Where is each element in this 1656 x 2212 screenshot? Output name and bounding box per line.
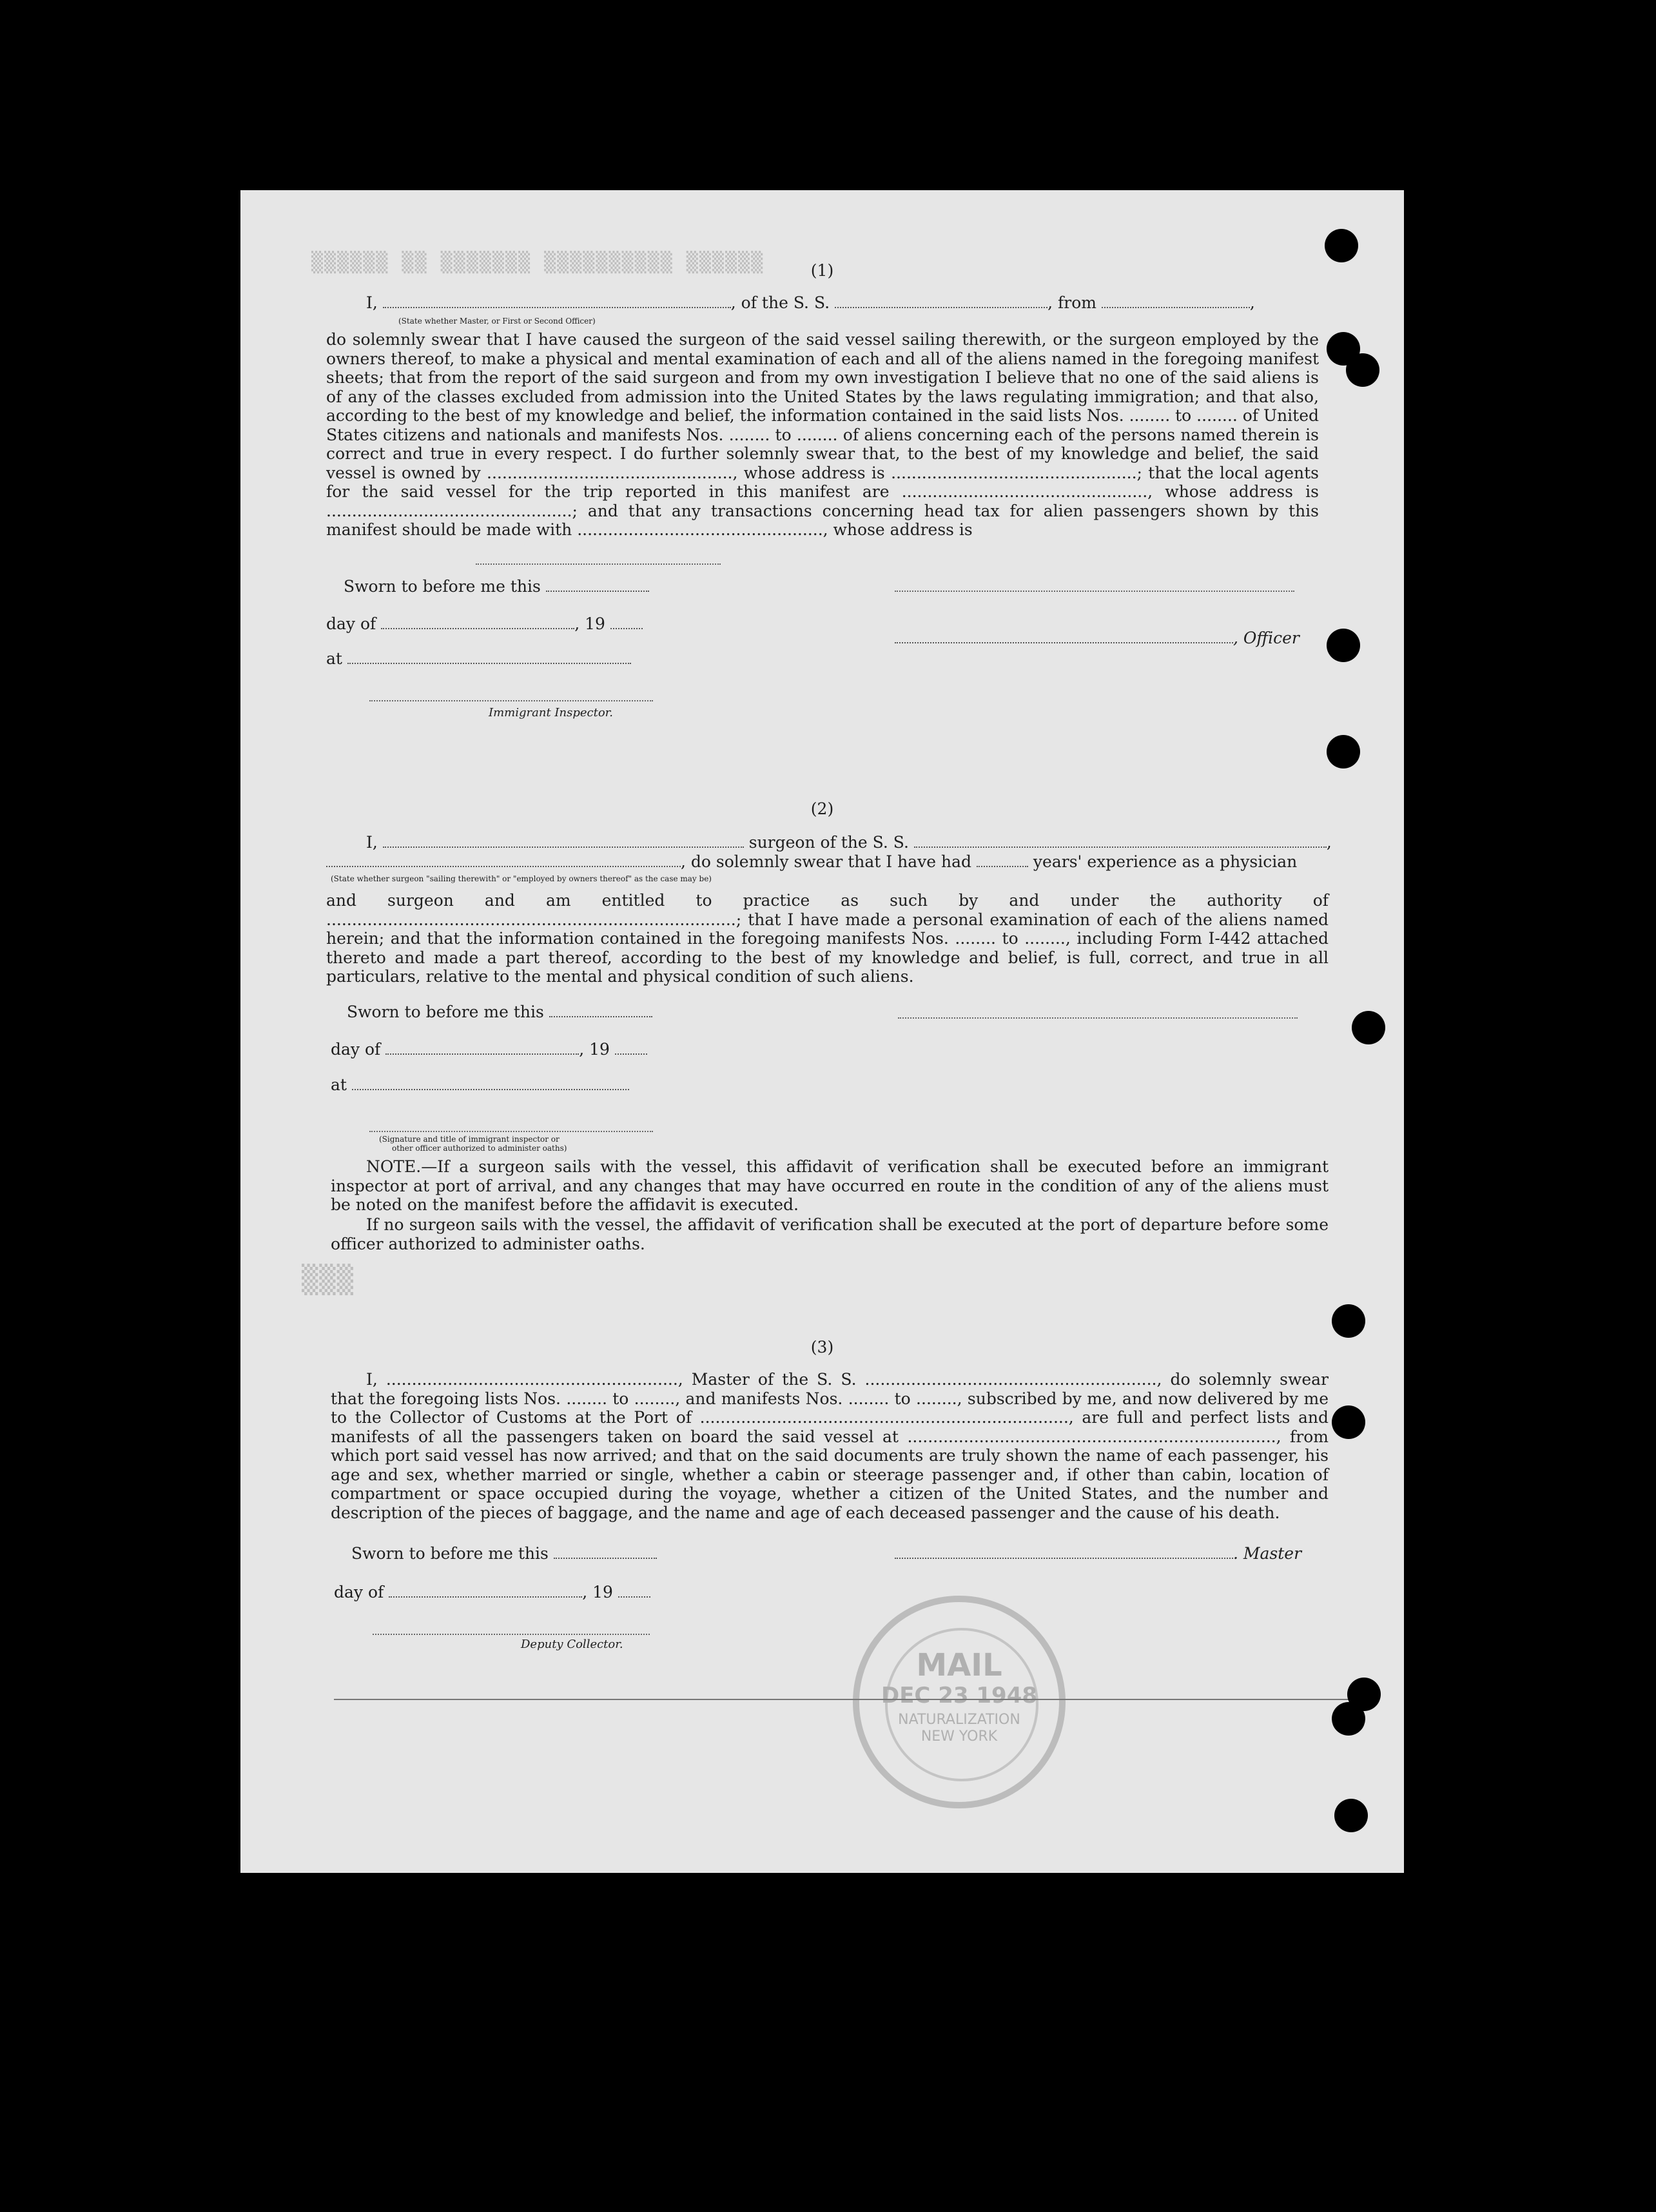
stamp-city-text: NEW YORK: [921, 1728, 998, 1745]
binder-hole: [1346, 353, 1379, 387]
label-years: years' experience as a physician: [1033, 852, 1298, 871]
stamp-agency-text: NATURALIZATION: [898, 1712, 1020, 1728]
label-19: , 19: [579, 1040, 610, 1059]
label-19: , 19: [582, 1583, 613, 1601]
sworn-day-field[interactable]: [546, 590, 649, 592]
day-month-field[interactable]: [389, 1596, 582, 1598]
year-field[interactable]: [618, 1596, 650, 1598]
collector-signature-line[interactable]: [373, 1633, 650, 1635]
vessel-name-field[interactable]: [835, 306, 1047, 308]
label-master: . Master: [1233, 1544, 1302, 1563]
section-2-day-line: [331, 1040, 647, 1059]
binder-hole: [1334, 1799, 1368, 1832]
officer-title-field[interactable]: [895, 641, 1233, 643]
section-2-number: (2): [810, 799, 834, 818]
inspector-signature-line[interactable]: [369, 700, 653, 701]
sworn-day-field[interactable]: [549, 1015, 652, 1017]
section-2-at-line: [331, 1075, 629, 1095]
officer-label-line: [895, 629, 1300, 648]
section-2-note-1: NOTE.—If a surgeon sails with the vessel, this affidavit of verification shall be executed before an immigrant inspector at port of arrival, and any changes that may have occurred en route in the condition of any of the aliens must be noted on the manifest before the affidavit is executed.: [331, 1157, 1329, 1214]
vessel-name-field[interactable]: [914, 846, 1327, 848]
surgeon-name-field[interactable]: [383, 846, 744, 848]
deputy-collector-caption: Deputy Collector.: [521, 1638, 623, 1651]
label-swear: , do solemnly swear that I have had: [681, 852, 972, 871]
officer-name-field[interactable]: [383, 306, 731, 308]
day-month-field[interactable]: [385, 1053, 579, 1055]
label-of-ss: , of the S. S.: [730, 293, 830, 312]
year-field[interactable]: [615, 1053, 647, 1055]
signature-caption-2: other officer authorized to administer oaths): [392, 1144, 567, 1153]
master-signature-field[interactable]: [895, 1557, 1233, 1559]
administering-officer-signature-line[interactable]: [369, 1130, 653, 1132]
label-day-of: day of: [334, 1583, 384, 1601]
label-from: , from: [1047, 293, 1096, 312]
surgeon-signature-line[interactable]: [898, 1017, 1298, 1019]
label-at: at: [326, 649, 342, 668]
label-surgeon-of-ss: surgeon of the S. S.: [748, 833, 909, 852]
section-3-body: I, ........................................................., Master of the S. S. ........................................................., do solemnly swear that the foregoing lists Nos. ........ to ........, and manifests Nos. ........ to ........, subscribed by me, and now delivered by me to the Collector of Customs at the Port of ........................................................................, are full and perfect lists and manifests of all the passengers taken on board the said vessel at ........................................................................, from which port said vessel has now arrived; and that on the said documents are truly shown the name of each passenger, his age and sex, whether married or single, whether a cabin or steerage passenger and, if other than cabin, location of compartment or space occupied during the voyage, whether a citizen of the United States, and the number and description of the pieces of baggage, and the name and age of each deceased passenger and the cause of his death.: [331, 1370, 1329, 1522]
binder-hole: [1332, 1702, 1365, 1736]
section-3-day-line: [334, 1583, 650, 1602]
section-1-header-line: I, , of the S. S. , from ,: [366, 293, 1255, 312]
label-i: I,: [366, 293, 378, 312]
binder-hole: [1327, 735, 1360, 768]
section-2-sworn-line: [347, 1003, 652, 1022]
binder-hole: [1332, 1405, 1365, 1439]
label-at: at: [331, 1075, 347, 1094]
officer-signature-line[interactable]: [895, 590, 1294, 592]
binder-hole: [1352, 1011, 1385, 1044]
section-1-divider: [476, 563, 721, 565]
immigrant-inspector-caption: Immigrant Inspector.: [489, 706, 614, 719]
label-19: , 19: [574, 614, 605, 633]
section-1-body: do solemnly swear that I have caused the surgeon of the said vessel sailing therewith, or the surgeon employed by the owners thereof, to make a physical and mental examination of each and all of the aliens named in the foregoing manifest sheets; that from the report of the said surgeon and from my own investigation I believe that no one of the said aliens is of any of the classes excluded from admission into the United States by the laws regulating immigration; and that also, according to the best of my knowledge and belief, the information contained in the said lists Nos. ........ to ........ of United States citizens and nationals and manifests Nos. ........ to ........ of aliens concerning each of the persons named therein is correct and true in every respect. I do further solemnly swear that, to the best of my knowledge and belief, the said vessel is owned by ................................................, whose address is ................................................; that the local agents for the said vessel for the trip reported in this manifest are ................................................, whose address is ................................................; and that any transactions concerning head tax for alien passengers shown by this manifest should be made with ................................................, whose address is: [326, 330, 1319, 539]
section-2-note-2: If no surgeon sails with the vessel, the affidavit of verification shall be executed at the port of departure before some officer authorized to administer oaths.: [331, 1215, 1329, 1253]
master-signature-line: [895, 1544, 1301, 1563]
section-1-day-line: [326, 614, 643, 634]
binder-hole: [1327, 629, 1360, 662]
label-officer: , Officer: [1233, 629, 1300, 647]
section-1-number: (1): [810, 261, 834, 280]
from-port-field[interactable]: [1102, 306, 1250, 308]
at-place-field[interactable]: [347, 662, 631, 664]
bottom-rule: [334, 1699, 1372, 1700]
section-3-sworn-line: [351, 1544, 657, 1563]
stamp-date-text: DEC 23 1948: [881, 1683, 1038, 1708]
sworn-day-field[interactable]: [554, 1557, 657, 1559]
year-field[interactable]: [610, 627, 643, 629]
label-i: I,: [366, 833, 378, 852]
section-2-body: and surgeon and am entitled to practice as such by and under the authority of ................................................................................; that I have made a personal examination of each of the aliens named herein; and that the information contained in the foregoing manifests Nos. ........ to ........, including Form I-442 attached thereto and made a part thereof, according to the best of my knowledge and belief, is full, correct, and true in all particulars, relative to the mental and physical condition of such aliens.: [326, 891, 1329, 986]
day-month-field[interactable]: [381, 627, 574, 629]
years-field[interactable]: [977, 865, 1028, 867]
section-1-sworn-line: [344, 577, 649, 596]
section-2-swear-line: [326, 852, 1297, 872]
surgeon-status-field[interactable]: [326, 865, 681, 867]
stamp-mail-text: MAIL: [916, 1647, 1002, 1683]
label-day-of: day of: [326, 614, 376, 633]
binder-hole: [1325, 229, 1358, 262]
document-sheet: [240, 190, 1404, 1873]
label-sworn: Sworn to before me this: [347, 1003, 544, 1021]
binder-hole: [1332, 1304, 1365, 1338]
signature-caption-1: (Signature and title of immigrant inspector or: [379, 1135, 560, 1144]
label-day-of: day of: [331, 1040, 381, 1059]
bleed-through-text: ▒▒▒▒▒▒ ▒▒ ▒▒▒▒▒▒▒ ▒▒▒▒▒▒▒▒▒▒ ▒▒▒▒▒▒: [311, 251, 765, 274]
section-2-header-line: I, surgeon of the S. S. ,: [366, 833, 1332, 852]
section-1-at-line: [326, 649, 631, 669]
section-3-number: (3): [810, 1338, 834, 1356]
bleed-through-number: ▒▒▒: [302, 1264, 355, 1295]
surgeon-status-hint: (State whether surgeon "sailing therewith" or "employed by owners thereof" as the case may be): [331, 874, 712, 883]
at-place-field[interactable]: [352, 1088, 629, 1090]
officer-title-hint: (State whether Master, or First or Second Officer): [398, 317, 596, 326]
mail-postmark-stamp: [853, 1596, 1066, 1808]
label-sworn: Sworn to before me this: [351, 1544, 549, 1563]
label-sworn: Sworn to before me this: [344, 577, 541, 596]
